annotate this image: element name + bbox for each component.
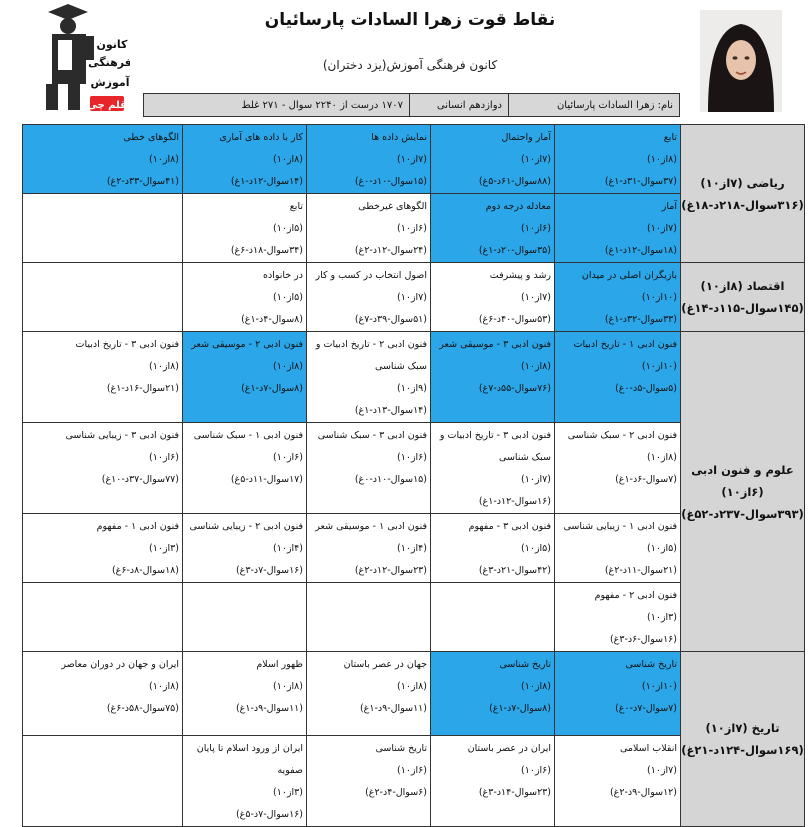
topic-stats: (۵سوال-۵د-۰غ) [615,383,677,394]
topic-score: (۷از۱۰) [397,292,427,303]
empty-cell [23,736,183,827]
topic-stats: (۷سوال-۷د-۰غ) [615,703,677,714]
empty-cell [431,583,555,652]
topic-score: (۸از۱۰) [521,361,551,372]
topic-title: اصول انتخاب در کسب و کار [315,270,427,281]
topic-title: فنون ادبی ۱ - سبک شناسی [193,430,303,441]
topic-cell [307,194,431,263]
topic-stats: (۸۸سوال-۶۱د-۵غ) [478,176,551,187]
topic-title: فنون ادبی ۲ - زیبایی شناسی [189,521,303,532]
topic-title: فنون ادبی ۱ - موسیقی شعر [315,521,427,532]
topic-cell [23,514,183,583]
topic-cell [307,332,431,423]
topic-cell [183,736,307,827]
topic-cell [23,652,183,736]
topic-title: انقلاب اسلامی [620,743,677,754]
topic-stats: (۱۱سوال-۹د-۱غ) [235,703,303,714]
page-title: نقاط قوت زهرا السادات پارسائیان [264,10,556,30]
topic-cell [183,652,307,736]
topic-stats: (۷۷سوال-۳۷د-۱۰غ) [101,474,179,485]
topic-stats: (۶سوال-۴د-۲غ) [365,787,427,798]
topic-cell [555,736,681,827]
topic-stats: (۲۱سوال-۱۶د-۱غ) [106,383,179,394]
topic-score: (۸از۱۰) [647,452,677,463]
topic-title: فنون ادبی ۱ - تاریخ ادبیات [573,339,677,350]
student-info-bar [143,93,680,117]
topic-stats: (۸سوال-۷د-۱غ) [489,703,551,714]
topic-cell [183,423,307,514]
topic-cell [431,514,555,583]
table-row [23,263,805,332]
topic-score: (۱۰از۱۰) [641,681,677,692]
topic-score: (۷از۱۰) [521,292,551,303]
topic-cell [431,423,555,514]
topic-score: (۸از۱۰) [149,361,179,372]
topic-score: (۸از۱۰) [647,154,677,165]
topic-title: فنون ادبی ۳ - مفهوم [468,521,551,532]
empty-cell [23,583,183,652]
topic-score: (۹از۱۰) [397,383,427,394]
topic-stats: (۳۴سوال-۱۸د-۶غ) [230,245,303,256]
topic-score: (۸از۱۰) [273,154,303,165]
topic-score: (۱۰از۱۰) [641,292,677,303]
logo-text-amoozesh: آموزش [90,76,130,89]
topic-title: الگوهای غیرخطی [358,201,427,212]
topic-cell [183,125,307,194]
empty-cell [23,263,183,332]
topic-stats: (۱۶سوال-۶د-۳غ) [609,634,677,645]
topic-score: (۵از۱۰) [647,543,677,554]
topic-title: تابع [663,132,677,143]
topic-stats: (۱۷سوال-۱۱د-۵غ) [230,474,303,485]
topic-cell [431,652,555,736]
topic-score: (۵از۱۰) [521,543,551,554]
topic-title: تاریخ شناسی [625,659,677,670]
topic-title: فنون ادبی ۲ - تاریخ ادبیات و سبک شناسی [315,339,427,372]
topic-title: بازیگران اصلی در میدان [581,270,677,281]
topic-score: (۶از۱۰) [149,452,179,463]
topic-stats: (۵۳سوال-۴۰د-۶غ) [478,314,551,325]
topic-score: (۸از۱۰) [149,154,179,165]
topic-cell [555,332,681,423]
topic-cell [307,125,431,194]
subject-cell: علوم و فنون ادبی (۶از۱۰) (۳۹۳سوال-۲۳۷د-۵۲غ) [681,332,805,652]
topic-cell [431,194,555,263]
topic-score: (۸از۱۰) [273,361,303,372]
topic-cell [555,514,681,583]
topic-score: (۷از۱۰) [647,765,677,776]
topic-cell [431,736,555,827]
topic-cell [23,423,183,514]
topic-cell [555,194,681,263]
logo-text-ghalamchi: قلم چی [87,100,127,111]
topic-stats: (۱۵سوال-۱۰د-۰غ) [354,474,427,485]
topic-cell [23,125,183,194]
topic-score: (۸از۱۰) [521,681,551,692]
topic-title: رشد و پیشرفت [489,270,551,281]
topic-cell [431,332,555,423]
topic-score: (۸از۱۰) [273,681,303,692]
topic-title: در خانواده [262,270,303,281]
topic-cell [307,652,431,736]
topic-cell [555,125,681,194]
topic-cell [555,583,681,652]
topic-title: الگوهای خطی [123,132,179,143]
topic-stats: (۳۳سوال-۳۲د-۱غ) [604,314,677,325]
topic-score: (۵از۱۰) [273,223,303,234]
empty-cell [23,194,183,263]
topic-score: (۷از۱۰) [397,154,427,165]
topic-stats: (۲۳سوال-۱۴د-۳غ) [478,787,551,798]
topic-stats: (۱۴سوال-۱۲د-۱غ) [230,176,303,187]
topic-stats: (۳۵سوال-۲۰د-۱غ) [478,245,551,256]
topic-stats: (۴۲سوال-۲۱د-۳غ) [478,565,551,576]
topic-title: فنون ادبی ۳ - تاریخ ادبیات و سبک شناسی [439,430,551,463]
topic-stats: (۱۴سوال-۱۳د-۱غ) [354,405,427,416]
topic-title: فنون ادبی ۲ - سبک شناسی [567,430,677,441]
topic-score: (۴از۱۰) [397,543,427,554]
topic-title: ایران از ورود اسلام تا پایان صفویه [196,743,303,776]
topic-cell [307,263,431,332]
topic-cell [183,194,307,263]
topic-score: (۳از۱۰) [273,787,303,798]
table-row [23,332,805,423]
topic-score: (۶از۱۰) [521,223,551,234]
topic-stats: (۸سوال-۴د-۱غ) [241,314,303,325]
topic-title: ایران در عصر باستان [467,743,551,754]
topic-score: (۷از۱۰) [521,474,551,485]
student-grade: دوازدهم انسانی [409,94,508,116]
strengths-table [22,124,805,827]
topic-title: تاریخ شناسی [499,659,551,670]
topic-score: (۳از۱۰) [149,543,179,554]
topic-stats: (۳۷سوال-۳۱د-۱غ) [604,176,677,187]
kanoon-logo [38,4,130,112]
topic-score: (۷از۱۰) [521,154,551,165]
empty-cell [183,583,307,652]
topic-cell [23,332,183,423]
topic-title: آمار [661,201,677,212]
topic-stats: (۵۱سوال-۳۹د-۷غ) [354,314,427,325]
logo-text-farhangi: فرهنگی [88,56,130,69]
topic-score: (۶از۱۰) [273,452,303,463]
topic-title: فنون ادبی ۳ - سبک شناسی [317,430,427,441]
table-row [23,125,805,194]
topic-cell [183,332,307,423]
empty-cell [307,583,431,652]
topic-stats: (۱۸سوال-۱۲د-۱غ) [604,245,677,256]
topic-title: فنون ادبی ۲ - مفهوم [594,590,677,601]
topic-title: فنون ادبی ۳ - زیبایی شناسی [65,430,179,441]
topic-title: فنون ادبی ۲ - موسیقی شعر [191,339,303,350]
topic-cell [555,652,681,736]
topic-stats: (۱۱سوال-۹د-۱غ) [359,703,427,714]
topic-stats: (۱۵سوال-۱۰د-۰غ) [354,176,427,187]
topic-cell [183,263,307,332]
topic-cell [555,263,681,332]
topic-title: تابع [289,201,303,212]
topic-title: کار با داده ها‌ی آماری [219,132,303,143]
topic-stats: (۱۸سوال-۸د-۶غ) [111,565,179,576]
topic-score: (۶از۱۰) [397,765,427,776]
subject-cell: تاریخ (۷از۱۰) (۱۶۹سوال-۱۲۴د-۲۱غ) [681,652,805,827]
topic-cell [307,514,431,583]
student-name: نام: زهرا السادات پارسائیان [508,94,679,116]
subject-cell: اقتصاد (۸از۱۰) (۱۴۵سوال-۱۱۵د-۱۴غ) [681,263,805,332]
topic-stats: (۷سوال-۶د-۱غ) [615,474,677,485]
topic-title: تاریخ شناسی [375,743,427,754]
topic-title: فنون ادبی ۱ - زیبایی شناسی [563,521,677,532]
topic-stats: (۷۶سوال-۵۵د-۷غ) [478,383,551,394]
topic-score: (۵از۱۰) [273,292,303,303]
topic-title: جهان در عصر باستان [343,659,427,670]
topic-stats: (۲۱سوال-۱۱د-۲غ) [604,565,677,576]
topic-title: آمار واحتمال [501,132,551,143]
topic-cell [555,423,681,514]
topic-cell [307,736,431,827]
topic-score: (۴از۱۰) [273,543,303,554]
topic-stats: (۴۱سوال-۳۳د-۲غ) [106,176,179,187]
topic-stats: (۱۶سوال-۱۲د-۱غ) [478,496,551,507]
topic-title: فنون ادبی ۳ - تاریخ ادبیات [75,339,179,350]
topic-stats: (۱۶سوال-۷د-۳غ) [235,565,303,576]
topic-title: ظهور اسلام [256,659,303,670]
topic-cell [431,125,555,194]
topic-stats: (۲۳سوال-۱۲د-۲غ) [354,565,427,576]
topic-stats: (۲۴سوال-۱۲د-۲غ) [354,245,427,256]
logo-text-kanoon: کانون [96,38,128,51]
topic-title: نمایش داده ها [371,132,427,143]
topic-score: (۶از۱۰) [397,223,427,234]
table-row [23,652,805,736]
topic-score: (۶از۱۰) [397,452,427,463]
topic-stats: (۷۵سوال-۵۸د-۶غ) [106,703,179,714]
topic-stats: (۸سوال-۷د-۱غ) [241,383,303,394]
topic-title: ایران و جهان در دوران معاصر [61,659,179,670]
topic-stats: (۱۲سوال-۹د-۲غ) [609,787,677,798]
topic-cell [431,263,555,332]
subject-cell: ریاضی (۷از۱۰) (۳۱۶سوال-۲۱۸د-۱۸غ) [681,125,805,263]
topic-cell [307,423,431,514]
topic-cell [183,514,307,583]
topic-title: فنون ادبی ۱ - مفهوم [96,521,179,532]
topic-title: فنون ادبی ۳ - موسیقی شعر [439,339,551,350]
topic-title: معادله درجه دوم [485,201,551,212]
topic-score: (۶از۱۰) [521,765,551,776]
topic-score: (۱۰از۱۰) [641,361,677,372]
topic-score: (۳از۱۰) [647,612,677,623]
topic-score: (۷از۱۰) [647,223,677,234]
topic-stats: (۱۶سوال-۷د-۵غ) [235,809,303,820]
topic-score: (۸از۱۰) [397,681,427,692]
topic-score: (۸از۱۰) [149,681,179,692]
student-photo [700,10,782,112]
page-subtitle: کانون فرهنگی آموزش(یزد دختران) [322,58,498,72]
overall-summary: ۱۷۰۷ درست از ۲۲۴۰ سوال - ۲۷۱ غلط [241,99,403,111]
